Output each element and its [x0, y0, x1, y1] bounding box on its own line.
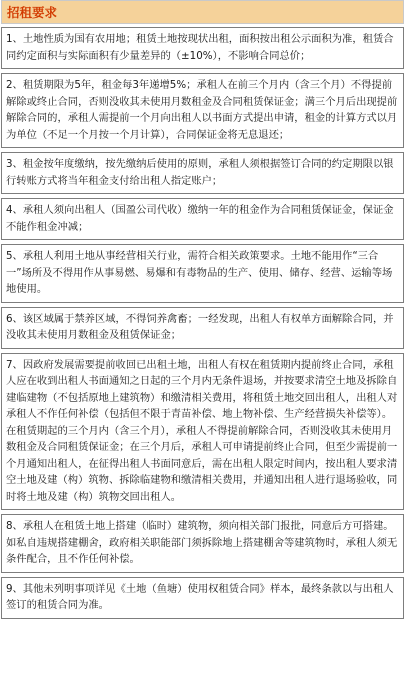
clause-7: 7、因政府发展需要提前收回已出租土地，出租人有权在租赁期内提前终止合同，承租人应在收到出租人书面通知之日起的三个月内无条件退场，并按要求清空土地及拆除自建临建物（不包括原地上建筑物）和缴清相关费用，将租赁土地交回出租人，出租人对承租人不作任何补偿（包括但不限于青苗补偿、地上物补偿、生产经营损失补偿等）。在租赁期起的三个月内（含三个月），承租人不得提前解除合同，否则没收其未使用月数租金及合同租赁保证金；在三个月后，承租人可申请提前终止合同，但至少需提前一个月通知出租人，在征得出租人书面同意后，需在出租人限定时间内，按出租人要求清空土地及建（构）筑物、拆除临建物和缴清相关费用，并通知出租人进行退场验收，同时将土地及建（构）筑物交回出租人。	[1, 353, 404, 511]
clause-4: 4、承租人须向出租人（国盈公司代收）缴纳一年的租金作为合同租赁保证金，保证金不能作租金冲减；	[1, 198, 404, 240]
clause-9: 9、其他未列明事项详见《土地（鱼塘）使用权租赁合同》样本，最终条款以与出租人签订的租赁合同为准。	[1, 577, 404, 619]
clause-1: 1、土地性质为国有农用地；租赁土地按现状出租，面积按出租公示面积为准，租赁合同约定面积与实际面积有少量差异的（±10%），不影响合同总价；	[1, 27, 404, 69]
requirements-panel	[1, 0, 404, 619]
clause-6: 6、该区域属于禁养区域，不得饲养禽畜；一经发现，出租人有权单方面解除合同，并没收其未使用月数租金及租赁保证金；	[1, 307, 404, 349]
clause-2: 2、租赁期限为5年，租金每3年递增5%；承租人在前三个月内（含三个月）不得提前解除或终止合同，否则没收其未使用月数租金及合同租赁保证金；满三个月后出现提前解除合同的，承租人需提前一个月向出租人以书面方式提出申请，租金的计算方式以月为单位（不足一个月按一个月计算），合同保证金将无息退还；	[1, 73, 404, 148]
clause-8: 8、承租人在租赁土地上搭建（临时）建筑物，须向相关部门报批，同意后方可搭建。如私自违规搭建棚舍，政府相关职能部门须拆除地上搭建棚舍等建筑物时，承租人须无条件配合，且不作任何补偿。	[1, 514, 404, 573]
clause-5: 5、承租人利用土地从事经营相关行业，需符合相关政策要求。土地不能用作“三合一”场所及不得用作从事易燃、易爆和有毒物品的生产、使用、储存、经营、运输等场地使用。	[1, 244, 404, 303]
clause-3: 3、租金按年度缴纳，按先缴纳后使用的原则，承租人须根据签订合同的约定期限以银行转账方式将当年租金支付给出租人指定账户；	[1, 152, 404, 194]
section-title: 招租要求	[1, 0, 404, 24]
